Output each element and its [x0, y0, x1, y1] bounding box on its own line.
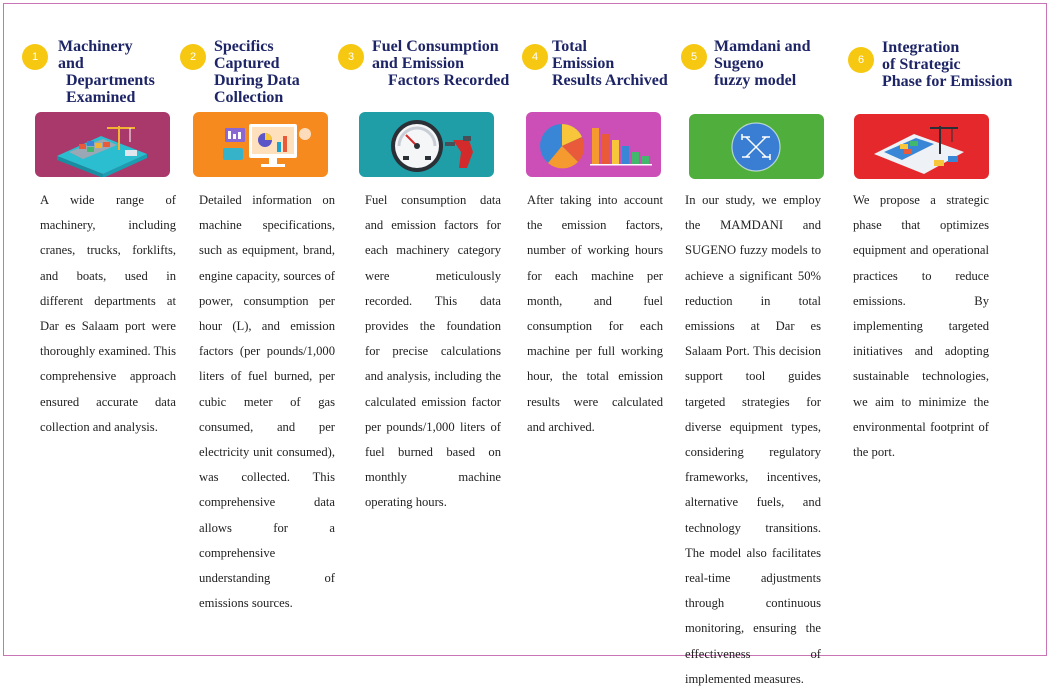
- step-title: Specifics Captured During Data Collection: [214, 38, 300, 106]
- step-number-badge: 1: [22, 44, 48, 70]
- step-description: Detailed information on machine specifications, such as equipment, brand, engine capacity, sources of power, consumption per hour (L), and emission factors (per pounds/1,000 liters of fuel burned, per cubic meter of gas consumed, and per electricity unit consumed), was collected. This comprehensive data allows for a comprehensive understanding of emissions sources.: [199, 193, 335, 611]
- step-number-badge: 3: [338, 44, 364, 70]
- step-title: Machinery and Departments Examined: [58, 38, 155, 106]
- step-number-badge: 6: [848, 47, 874, 73]
- step-title: Mamdani and Sugeno fuzzy model: [714, 38, 811, 89]
- step-description: In our study, we employ the MAMDANI and SUGENO fuzzy models to achieve a significant 50% reduction in total emissions at Dar es Salaam Port. This decision support tool guides targeted strategies for diverse equipment types, considering regulatory frameworks, incentives, alternative fuels, and technology transitions. The model also facilitates real-time adjustments through continuous monitoring, ensuring the effectiveness of implemented measures.: [685, 193, 821, 686]
- step-number-badge: 2: [180, 44, 206, 70]
- step-title: Fuel Consumption and Emission Factors Recorded: [372, 38, 510, 89]
- step-number-badge: 4: [522, 44, 548, 70]
- fuel-gauge-nozzle-icon: [359, 112, 494, 177]
- step-description: After taking into account the emission factors, number of working hours for each machine per month, and fuel consumption for each machine per full working hour, the total emission results were calculated and archived.: [527, 193, 663, 434]
- step-number-badge: 5: [681, 44, 707, 70]
- step-description: A wide range of machinery, including cranes, trucks, forklifts, and boats, used in different departments at Dar es Salaam port were thoroughly examined. This comprehensive approach ensured accurate data collection and analysis.: [40, 193, 176, 434]
- step-description: We propose a strategic phase that optimizes equipment and operational practices to reduce emissions. By implementing targeted initiatives and adopting sustainable technologies, we aim to minimize the environmental footprint of the port.: [853, 193, 989, 460]
- fuzzy-model-network-icon: [689, 114, 824, 179]
- step-title: Total Emission Results Archived: [552, 38, 668, 89]
- monitor-data-collection-icon: [193, 112, 328, 177]
- port-ship-crane-icon: [854, 114, 989, 179]
- pie-bar-chart-icon: [526, 112, 661, 177]
- step-title: Integration of Strategic Phase for Emission: [882, 39, 1013, 90]
- step-description: Fuel consumption data and emission factors for each machinery category were meticulously recorded. This data provides the foundation for precise calculations and analysis, including the calculated emission factor per pounds/1,000 liters of fuel burned based on monthly machine operating hours.: [365, 193, 501, 510]
- cargo-ship-crane-icon: [35, 112, 170, 177]
